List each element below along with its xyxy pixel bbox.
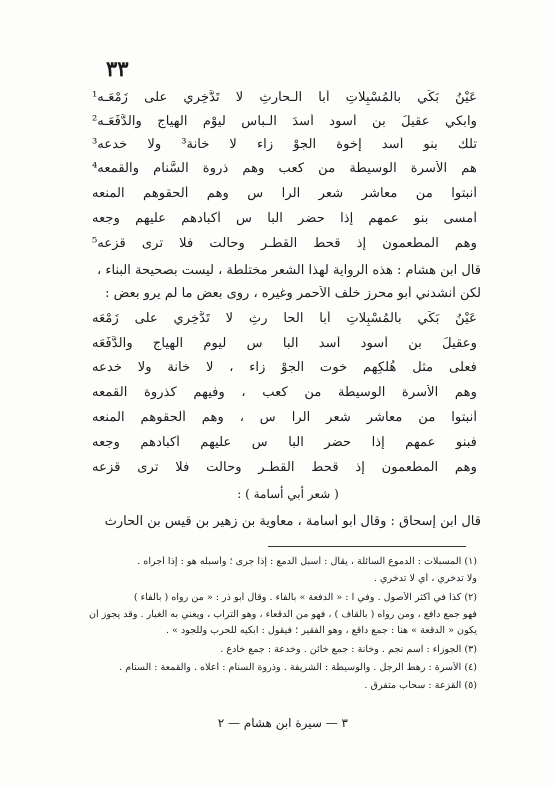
footnote-divider — [268, 546, 466, 547]
page-number: ٣٣ — [106, 56, 129, 81]
poem-one-verse: وهم المطعمون إذ قحط القطـر وحالت فلا ترى قزعه⁵ — [92, 236, 477, 251]
footnote-line: (١) المسبلات : الدموع السائلة ، يقال : أسبل الدمع : إذا جرى ؛ وأسبله هو : إذا أجراه . — [137, 556, 477, 567]
poem-two-verse: فعلى مثل هُلْكِهم خوت الجوْ زاء ، لا خانة ولا خدعه — [92, 360, 477, 375]
poem-one-verse: وابكي عقيلَ بن أسود أسدَ الْـبأسِ ليوْمِ الهياج والدَّفَعَـه² — [92, 114, 477, 129]
footnote-line: (٥) القزعة : سحاب متفرق . — [364, 680, 477, 691]
section-attribution: ( شعر أبي أسامة ) : — [237, 487, 339, 501]
poem-two-verse: وهم الأسرة الوسيطة من كعب ، وفيهم كذروة القمعه — [92, 385, 477, 400]
poem-one-verse: تلك بنو أسد إخوة الجوْ زاء لا خانة³ ولا خدعه³ — [92, 137, 477, 152]
footnote-line: (٢) كذا في أكثر الأصول . وفي ا : « الدفعة » بالفاء . وقال أبو ذر : « من رواه ( بالفاء ) — [133, 592, 477, 603]
poem-one-verse: أنبتوا من معاشر شعر الرا س وهم ألحقوهم المنعه — [92, 186, 477, 201]
footnote-line: فهو جمع دافع ، ومن رواه ( بالقاف ) ، فهو من الدقعاء ، وهو التراب ، ويعني به الغبار . وقد يجوز أن — [88, 609, 477, 620]
footnote-line: ولا تدخري ، أي لا تدخري . — [373, 573, 477, 584]
poem-two-verse: أنبتوا من معاشر شعر الرا س ، وهم ألحقوهم المنعه — [92, 410, 477, 425]
poem-two-verse: عَيْنُ بَكِّي بالمُسْبِلاتِ أبا الحا رثِ لا تَدَّخِري على زَمْعَه — [92, 311, 477, 326]
footnote-line: (٤) الأسرة : رهط الرجل . والوسيطة : الشريفة . وذروة السنام : أعلاه . والقمعة : السنام . — [119, 662, 477, 673]
poem-two-verse: وعقيلَ بن أسود أسد البا س ليوم الهياج والدَّفَعَه — [92, 336, 477, 351]
poem-one-verse: أمسى بنو عمهم إذا حضر البا س أكبادهم عليهم وجعه — [92, 211, 477, 226]
poem-one-verse: عَيْنُ بَكِّي بالمُسْبِلاتِ أبا الْـحارثِ لا تَدَّخِري على زَمْعَـه¹ — [92, 90, 477, 105]
prose-paragraph-line: لكن أنشدني أبو محرز خلف الأحمر وغيره ، روى بعض ما لم يرو بعض : — [105, 286, 481, 301]
footnote-line: يكون « الدقعة » هنا : جمع داقع ، وهو الفقير ؛ فيقول : ابكيه للحرب وللجود » . — [165, 625, 477, 636]
footnote-line: (٣) الجوزاء : اسم نجم . وخانة : جمع خائن . وخدعة : جمع خادع . — [220, 644, 477, 655]
poem-two-verse: وهم المطعمون إذ قحط القطـر وحالت فلا ترى قزعه — [92, 460, 477, 475]
poem-two-verse: فبنو عمهم إذا حضر البا س عليهم أكبادهم وجعه — [92, 435, 477, 450]
prose-paragraph-line: قال ابن هشام : هذه الرواية لهذا الشعر مختلطة ، ليست بصحيحة البناء ، — [97, 263, 481, 278]
page-footer: ٣ — سيرة ابن هشام — ٢ — [217, 716, 348, 730]
prose-paragraph-line: قال ابن إسحاق : وقال أبو أسامة ، معاوية بن زهير بن قيس بن الحارث — [104, 514, 481, 529]
poem-one-verse: هم الأسرة الوسيطة من كعب وهم ذروة السَّنام والقمعه⁴ — [92, 161, 477, 176]
